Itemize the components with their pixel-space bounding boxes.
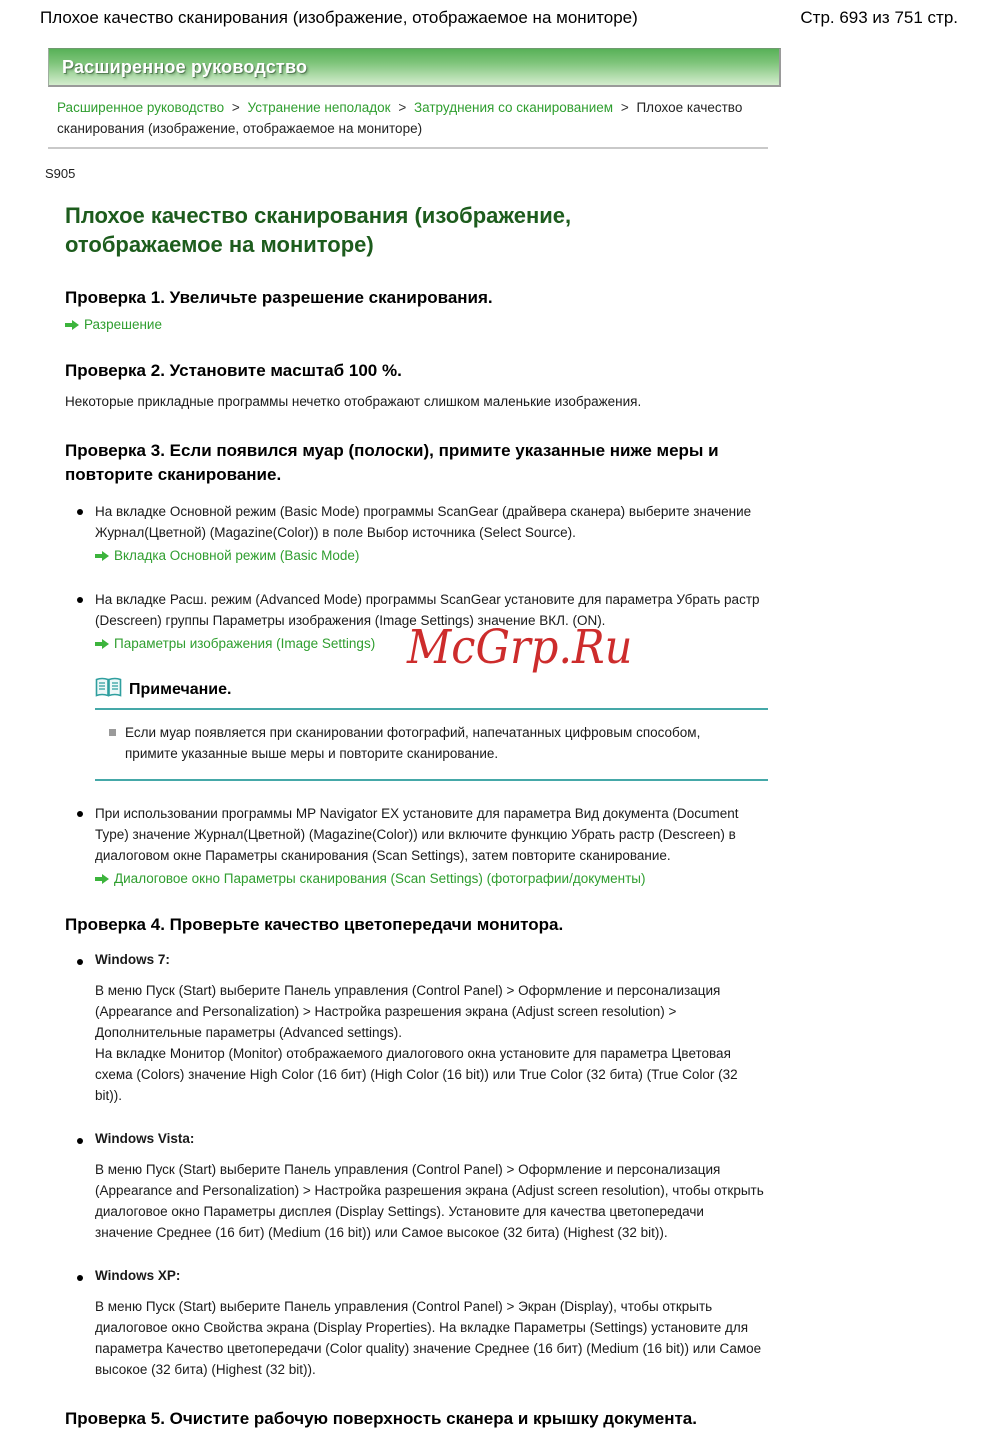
check1-link-row bbox=[65, 317, 905, 332]
check1-heading: Проверка 1. Увеличьте разрешение сканирования. bbox=[65, 288, 493, 307]
windows-vista-instructions: В меню Пуск (Start) выберите Панель управления (Control Panel) > Оформление и персонализация (Appearance and Personalization) > Настройка разрешения экрана (Adjust screen resolution), чтобы открыть диалоговое окно Параметры дисплея (Display Settings). Установите для качества цветопередачи значение Среднее (16 бит) (Medium (16 bit)) или Самое высокое (32 бита) (Highest (32 bit)). bbox=[95, 1162, 764, 1240]
green-arrow-icon bbox=[95, 873, 109, 885]
page-counter: Стр. 693 из 751 стр. bbox=[800, 8, 958, 27]
link-resolution[interactable]: Разрешение bbox=[84, 317, 162, 332]
list-item-windows-xp bbox=[65, 1267, 905, 1380]
note-box bbox=[95, 677, 768, 781]
breadcrumb-current-page: Плохое качество сканирования (изображение, отображаемое на мониторе) bbox=[57, 100, 743, 136]
note-book-icon bbox=[95, 677, 122, 703]
breadcrumb-link-troubleshooting[interactable]: Устранение неполадок bbox=[247, 100, 391, 115]
list-item bbox=[65, 803, 905, 886]
link-image-settings[interactable]: Параметры изображения (Image Settings) bbox=[114, 636, 376, 651]
advanced-guide-banner bbox=[48, 48, 781, 87]
os-instructions-list bbox=[65, 951, 905, 1380]
breadcrumb-link-scanning-problems[interactable]: Затруднения со сканированием bbox=[413, 100, 614, 115]
breadcrumb bbox=[57, 97, 757, 139]
os-label-windows-vista: Windows Vista: bbox=[95, 1131, 195, 1146]
check3-bullet1-link-row bbox=[95, 548, 905, 563]
check3-heading: Проверка 3. Если появился муар (полоски), примите указанные ниже меры и повторите сканирование. bbox=[65, 441, 719, 484]
check5-heading: Проверка 5. Очистите рабочую поверхность сканера и крышку документа. bbox=[65, 1409, 697, 1428]
note-text: Если муар появляется при сканировании фотографий, напечатанных цифровым способом, примите указанные выше меры и повторите сканирование. bbox=[125, 725, 701, 761]
breadcrumb-separator: > bbox=[620, 100, 629, 115]
windows-xp-instructions: В меню Пуск (Start) выберите Панель управления (Control Panel) > Экран (Display), чтобы открыть диалоговое окно Свойства экрана (Display Properties). На вкладке Параметры (Settings) установите для параметра Качество цветопередачи (Color quality) значение Среднее (16 бит) (Medium (16 bit)) или Самое высокое (32 бита) (Highest (32 bit)). bbox=[95, 1299, 762, 1377]
breadcrumb-separator: > bbox=[231, 100, 240, 115]
windows7-instructions-2: На вкладке Монитор (Monitor) отображаемого диалогового окна установите для параметра Цветовая схема (Colors) значение High Color (16 бит) (High Color (16 bit)) или True Color (32 бита) (True Color (32 bit)). bbox=[95, 1046, 738, 1103]
note-content bbox=[95, 710, 768, 781]
os-label-windows7: Windows 7: bbox=[95, 952, 170, 967]
check2-text: Некоторые прикладные программы нечетко отображают слишком маленькие изображения. bbox=[65, 394, 642, 409]
running-header bbox=[0, 0, 1000, 28]
breadcrumb-separator: > bbox=[398, 100, 407, 115]
page-title: Плохое качество сканирования (изображение, отображаемое на мониторе) bbox=[65, 203, 572, 257]
link-basic-mode-tab[interactable]: Вкладка Основной режим (Basic Mode) bbox=[114, 548, 360, 563]
green-arrow-icon bbox=[95, 550, 109, 562]
check4-heading: Проверка 4. Проверьте качество цветопередачи монитора. bbox=[65, 915, 564, 934]
check3-bullet-list-continued bbox=[65, 803, 905, 886]
square-bullet-icon bbox=[109, 729, 116, 736]
check3-bullet1-text: На вкладке Основной режим (Basic Mode) программы ScanGear (драйвера сканера) выберите значение Журнал(Цветной) (Magazine(Color)) в поле Выбор источника (Select Source). bbox=[95, 504, 752, 540]
check2-heading: Проверка 2. Установите масштаб 100 %. bbox=[65, 361, 402, 380]
running-header-title: Плохое качество сканирования (изображение, отображаемое на мониторе) bbox=[40, 8, 638, 27]
list-item-windows-vista bbox=[65, 1130, 905, 1243]
banner-title: Расширенное руководство bbox=[62, 56, 308, 77]
link-scan-settings-dialog[interactable]: Диалоговое окно Параметры сканирования (Scan Settings) (фотографии/документы) bbox=[114, 871, 646, 886]
green-arrow-icon bbox=[65, 319, 79, 331]
check3-bullet3-text: При использовании программы MP Navigator EX установите для параметра Вид документа (Document Type) значение Журнал(Цветной) (Magazine(Color)) или включите функцию Убрать растр (Descreen) в диалоговом окне Параметры сканирования (Scan Settings), затем повторите сканирование. bbox=[95, 806, 739, 863]
note-header bbox=[95, 677, 768, 710]
windows7-instructions-1: В меню Пуск (Start) выберите Панель управления (Control Panel) > Оформление и персонализация (Appearance and Personalization) > Настройка разрешения экрана (Adjust screen resolution) > Дополнительные параметры (Advanced settings). bbox=[95, 983, 721, 1040]
os-label-windows-xp: Windows XP: bbox=[95, 1268, 181, 1283]
watermark: McGrp.Ru bbox=[407, 620, 633, 675]
green-arrow-icon bbox=[95, 638, 109, 650]
list-item-windows7 bbox=[65, 951, 905, 1106]
breadcrumb-divider bbox=[48, 147, 768, 149]
topic-code: S905 bbox=[45, 166, 76, 181]
article-body bbox=[65, 201, 905, 1431]
list-item bbox=[65, 501, 905, 563]
check3-bullet3-link-row bbox=[95, 871, 905, 886]
breadcrumb-link-advanced-guide[interactable]: Расширенное руководство bbox=[57, 100, 225, 115]
check3-bullet2-text: На вкладке Расш. режим (Advanced Mode) программы ScanGear установите для параметра Убрать растр (Descreen) группы Параметры изображения (Image Settings) значение ВКЛ. (ON). bbox=[95, 592, 760, 628]
note-title: Примечание. bbox=[129, 681, 232, 698]
